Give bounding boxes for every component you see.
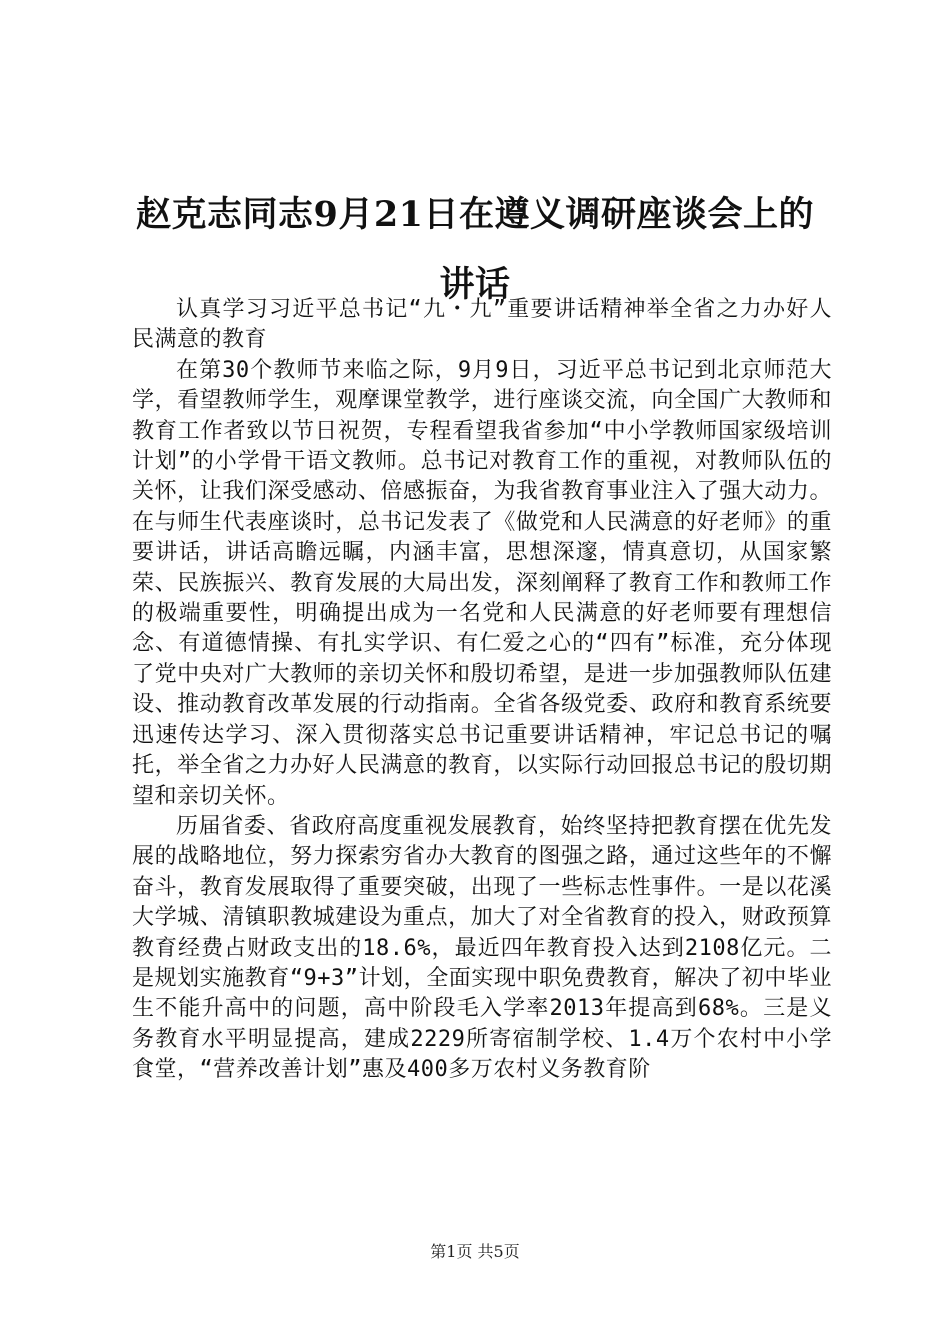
paragraph-subtitle: 认真学习习近平总书记“九・九”重要讲话精神举全省之力办好人民满意的教育	[132, 297, 832, 353]
title-line-2: 讲话	[439, 264, 511, 305]
title-line-1: 赵克志同志9月21日在遵义调研座谈会上的	[135, 194, 815, 235]
document-body	[132, 295, 832, 1086]
paragraph: 在第30个教师节来临之际，9月9日，习近平总书记到北京师范大学，看望教师学生，观摩课堂教学，进行座谈交流，向全国广大教师和教育工作者致以节日祝贺，专程看望我省参加“中小学教师国家级培训计划”的小学骨干语文教师。总书记对教育工作的重视，对教师队伍的关怀，让我们深受感动、倍感振奋，为我省教育事业注入了强大动力。在与师生代表座谈时，总书记发表了《做党和人民满意的好老师》的重要讲话，讲话高瞻远瞩，内涵丰富，思想深邃，情真意切，从国家繁荣、民族振兴、教育发展的大局出发，深刻阐释了教育工作和教师工作的极端重要性，明确提出成为一名党和人民满意的好老师要有理想信念、有道德情操、有扎实学识、有仁爱之心的“四有”标准，充分体现了党中央对广大教师的亲切关怀和殷切希望，是进一步加强教师队伍建设、推动教育改革发展的行动指南。全省各级党委、政府和教育系统要迅速传达学习、深入贯彻落实总书记重要讲话精神，牢记总书记的嘱托，举全省之力办好人民满意的教育，以实际行动回报总书记的殷切期望和亲切关怀。	[132, 357, 832, 809]
paragraph: 历届省委、省政府高度重视发展教育，始终坚持把教育摆在优先发展的战略地位，努力探索穷省办大教育的图强之路，通过这些年的不懈奋斗，教育发展取得了重要突破，出现了一些标志性事件。一是以花溪大学城、清镇职教城建设为重点，加大了对全省教育的投入，财政预算教育经费占财政支出的18.6%，最近四年教育投入达到2108亿元。二是规划实施教育“9+3”计划，全面实现中职免费教育，解决了初中毕业生不能升高中的问题，高中阶段毛入学率2013年提高到68%。三是义务教育水平明显提高，建成2229所寄宿制学校、1.4万个农村中小学食堂，“营养改善计划”惠及400多万农村义务教育阶	[132, 813, 832, 1083]
page-number-footer: 第1页 共5页	[430, 1242, 520, 1261]
